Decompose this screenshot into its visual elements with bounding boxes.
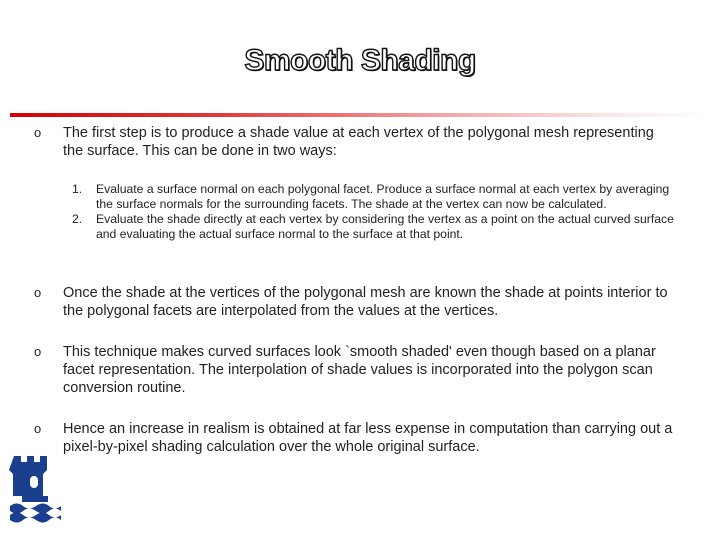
- bullet-marker: o: [34, 285, 42, 300]
- bullet-item: [34, 124, 674, 160]
- item-number: 2.: [72, 212, 83, 226]
- numbered-list: [72, 182, 682, 242]
- item-text: Evaluate the shade directly at each vertex by considering the vertex as a point on the actual curved surface and evaluating the actual surface normal to the surface at that point.: [96, 212, 674, 241]
- bullet-marker: o: [34, 421, 42, 436]
- slide-title: Smooth Shading: [244, 44, 476, 77]
- numbered-item: [72, 212, 682, 242]
- bullet-text: Hence an increase in realism is obtained at far less expense in computation than carrying out a pixel-by-pixel shading calculation over the whole original surface.: [63, 421, 673, 455]
- bullet-text: This technique makes curved surfaces look `smooth shaded' even though based on a planar facet representation. The interpolation of shade values is incorporated into the polygon scan conversion routine.: [63, 344, 656, 396]
- bullet-item: [34, 420, 674, 456]
- title-divider: [10, 113, 710, 117]
- castle-logo-icon: [8, 452, 62, 524]
- bullet-marker: o: [34, 125, 42, 140]
- bullet-text: The first step is to produce a shade value at each vertex of the polygonal mesh representing the surface. This can be done in two ways:: [63, 125, 654, 159]
- bullet-text: Once the shade at the vertices of the polygonal mesh are known the shade at points interior to the polygonal facets are interpolated from the values at the vertices.: [63, 285, 668, 319]
- bullet-item: [34, 343, 674, 397]
- bullet-item: [34, 284, 674, 320]
- item-number: 1.: [72, 182, 83, 196]
- bullet-marker: o: [34, 344, 42, 359]
- numbered-item: [72, 182, 682, 212]
- item-text: Evaluate a surface normal on each polygonal facet. Produce a surface normal at each vertex by averaging the surface normals for the surrounding facets. The shade at the vertex can now be calculated.: [96, 182, 670, 211]
